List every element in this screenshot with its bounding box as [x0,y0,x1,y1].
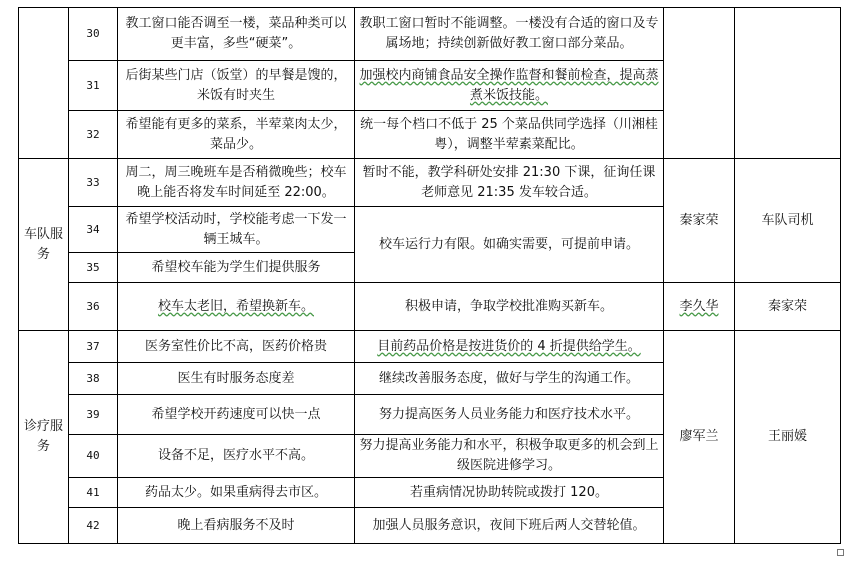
reply-cell: 暂时不能，教学科研处安排 21:30 下课，征询任课老师意见 21:35 发车较合适。 [355,159,664,207]
issue-cell [118,283,355,331]
reply-cell: 校车运行力有限。如确实需要，可提前申请。 [355,207,664,283]
handler-cell: 王丽媛 [735,331,841,544]
reply-cell: 加强人员服务意识，夜间下班后两人交替轮值。 [355,508,664,544]
row-number: 38 [69,363,118,395]
row-number: 40 [69,435,118,478]
issue-cell: 后街某些门店（饭堂）的早餐是馊的，米饭有时夹生 [118,61,355,111]
category-cell-empty [19,8,69,159]
table-row [19,283,841,331]
row-number: 36 [69,283,118,331]
issue-cell: 医生有时服务态度差 [118,363,355,395]
leader-cell: 秦家荣 [664,159,735,283]
row-number: 42 [69,508,118,544]
reply-cell [355,331,664,363]
feedback-table [18,7,841,544]
leader-cell-empty [664,8,735,159]
issue-cell: 晚上看病服务不及时 [118,508,355,544]
issue-cell: 周二，周三晚班车是否稍微晚些；校车晚上能否将发车时间延至 22:00。 [118,159,355,207]
row-number: 33 [69,159,118,207]
row-number: 32 [69,111,118,159]
issue-cell: 药品太少。如果重病得去市区。 [118,478,355,508]
issue-cell: 医务室性价比不高，医药价格贵 [118,331,355,363]
handler-cell: 秦家荣 [735,283,841,331]
table-row [19,331,841,363]
category-cell-bus: 车队服务 [19,159,69,331]
row-number: 41 [69,478,118,508]
reply-cell: 若重病情况协助转院或拨打 120。 [355,478,664,508]
table-resize-handle[interactable] [837,549,844,556]
table-row [19,159,841,207]
reply-cell [355,61,664,111]
row-number: 37 [69,331,118,363]
table-row [19,8,841,61]
row-number: 30 [69,8,118,61]
issue-cell: 教工窗口能否调至一楼，菜品种类可以更丰富，多些“硬菜”。 [118,8,355,61]
reply-cell: 教职工窗口暂时不能调整。一楼没有合适的窗口及专属场地；持续创新做好教工窗口部分菜品。 [355,8,664,61]
leader-cell [664,283,735,331]
reply-text: 加强校内商铺食品安全操作监督和餐前检查，提高蒸煮米饭技能。 [359,67,659,103]
issue-text: 校车太老旧，希望换新车。 [157,298,314,314]
row-number: 31 [69,61,118,111]
row-number: 35 [69,253,118,283]
leader-cell: 廖军兰 [664,331,735,544]
row-number: 39 [69,395,118,435]
handler-cell: 车队司机 [735,159,841,283]
issue-cell: 希望学校活动时，学校能考虑一下发一辆王城车。 [118,207,355,253]
reply-text: 目前药品价格是按进货价的 4 折提供给学生。 [377,338,641,354]
row-number: 34 [69,207,118,253]
issue-cell: 希望能有更多的菜系，半荤菜肉太少，菜品少。 [118,111,355,159]
reply-cell: 努力提高医务人员业务能力和医疗技术水平。 [355,395,664,435]
reply-cell: 继续改善服务态度，做好与学生的沟通工作。 [355,363,664,395]
handler-cell-empty [735,8,841,159]
category-cell-medical: 诊疗服务 [19,331,69,544]
leader-text: 李久华 [679,298,719,314]
reply-cell: 统一每个档口不低于 25 个菜品供同学选择（川湘桂粤），调整半荤素菜配比。 [355,111,664,159]
reply-cell: 努力提高业务能力和水平，积极争取更多的机会到上级医院进修学习。 [355,435,664,478]
issue-cell: 设备不足，医疗水平不高。 [118,435,355,478]
issue-cell: 希望校车能为学生们提供服务 [118,253,355,283]
issue-cell: 希望学校开药速度可以快一点 [118,395,355,435]
reply-cell: 积极申请，争取学校批准购买新车。 [355,283,664,331]
